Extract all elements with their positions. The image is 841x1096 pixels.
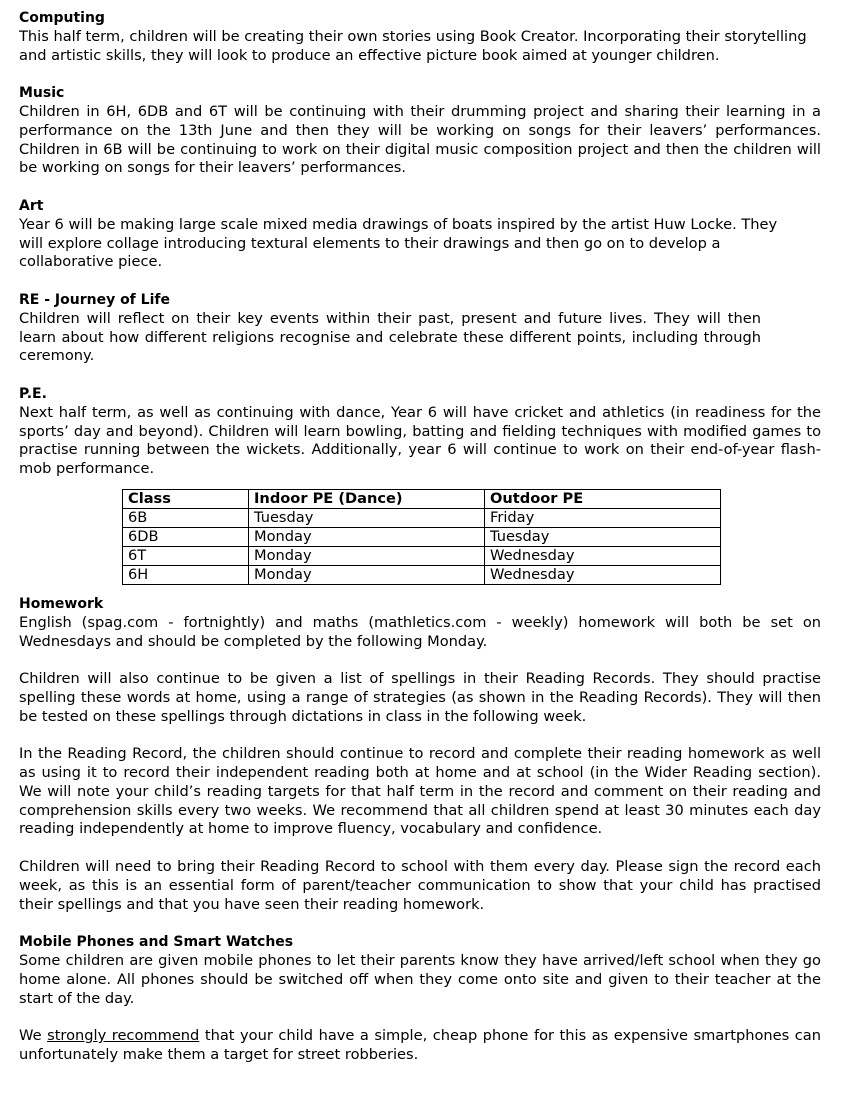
pe-text: Next half term, as well as continuing with dance, Year 6 will have cricket and athletics (in readiness for the sports’ day and beyond). Children will learn bowling, batting and fielding techniques with modified games to practise running between the wickets. Additionally, year 6 will continue to work on their end-of-year flash-mob performance. xyxy=(19,403,821,478)
table-row xyxy=(123,508,721,527)
table-cell: Monday xyxy=(249,565,485,584)
computing-text: This half term, children will be creating their own stories using Book Creator. Incorporating their storytelling and artistic skills, they will look to produce an effective picture book aimed at younger children. xyxy=(19,27,807,64)
homework-heading: Homework xyxy=(19,595,104,612)
re-text: Children will reflect on their key events within their past, present and future lives. They will then learn about how different religions recognise and celebrate these different points, including through ceremony. xyxy=(19,309,761,365)
art-heading: Art xyxy=(19,197,44,214)
phones-p2-end: that your child have a simple, cheap phone for this as expensive smartphones can unfortunately make them a target for street robberies. xyxy=(19,1027,821,1064)
phones-p2-start: We xyxy=(19,1027,48,1045)
table-cell: 6T xyxy=(123,546,249,565)
table-cell: Wednesday xyxy=(485,565,721,584)
table-cell: 6DB xyxy=(123,527,249,546)
table-header-row xyxy=(123,489,721,508)
phones-paragraph-2 xyxy=(19,1027,821,1065)
table-row xyxy=(123,546,721,565)
phones-paragraph-1: Some children are given mobile phones to let their parents know they have arrived/left school when they go home alone. All phones should be switched off when they come onto site and given to their teacher at the start of the day. xyxy=(19,952,821,1007)
table-cell: Tuesday xyxy=(485,527,721,546)
table-cell: 6H xyxy=(123,565,249,584)
table-cell: Monday xyxy=(249,527,485,546)
pe-timetable xyxy=(122,489,721,585)
music-section xyxy=(19,84,821,178)
homework-paragraph-3: In the Reading Record, the children should continue to record and complete their reading homework as well as using it to record their independent reading both at home and at school (in the Wider Reading section). We will note your child’s reading targets for that half term in the record and comment on their reading and comprehension skills every two weeks. We recommend that all children spend at least 30 minutes each day reading independently at home to improve fluency, vocabulary and confidence. xyxy=(19,745,821,838)
table-cell: Wednesday xyxy=(485,546,721,565)
re-section xyxy=(19,291,821,366)
homework-paragraph-1: English (spag.com - fortnightly) and maths (mathletics.com - weekly) homework will both be set on Wednesdays and should be completed by the following Monday. xyxy=(19,613,821,650)
music-text: Children in 6H, 6DB and 6T will be continuing with their drumming project and sharing their learning in a performance on the 13th June and then they will be working on songs for their leavers’ performances. Children in 6B will be continuing to work on their digital music composition project and then the children will be working on songs for their leavers’ performances. xyxy=(19,102,821,177)
art-text: Year 6 will be making large scale mixed media drawings of boats inspired by the artist Huw Locke. They will explore collage introducing textural elements to their drawings and then go on to develop a collaborative piece. xyxy=(19,215,778,271)
table-header-class: Class xyxy=(123,489,249,508)
homework-paragraph-4: Children will need to bring their Reading Record to school with them every day. Please sign the record each week, as this is an essential form of parent/teacher communication to show that your child has practised their spellings and that you have seen their reading homework. xyxy=(19,858,821,913)
table-cell: 6B xyxy=(123,508,249,527)
art-section xyxy=(19,197,821,272)
pe-heading: P.E. xyxy=(19,385,47,402)
music-heading: Music xyxy=(19,85,65,102)
computing-section xyxy=(19,9,821,65)
table-row xyxy=(123,565,721,584)
homework-section xyxy=(19,595,821,915)
pe-section xyxy=(19,385,821,585)
computing-heading: Computing xyxy=(19,10,105,26)
table-header-outdoor: Outdoor PE xyxy=(485,489,721,508)
re-heading: RE - Journey of Life xyxy=(19,291,170,308)
table-header-indoor: Indoor PE (Dance) xyxy=(249,489,485,508)
phones-section xyxy=(19,933,821,1065)
table-cell: Tuesday xyxy=(249,508,485,527)
strongly-recommend-emphasis: strongly recommend xyxy=(47,1027,200,1045)
homework-paragraph-2: Children will also continue to be given a list of spellings in their Reading Records. They should practise spelling these words at home, using a range of strategies (as shown in the Reading Records). They will then be tested on these spellings through dictations in class in the following week. xyxy=(19,670,821,725)
table-row xyxy=(123,527,721,546)
table-cell: Monday xyxy=(249,546,485,565)
table-cell: Friday xyxy=(485,508,721,527)
phones-heading: Mobile Phones and Smart Watches xyxy=(19,934,294,951)
